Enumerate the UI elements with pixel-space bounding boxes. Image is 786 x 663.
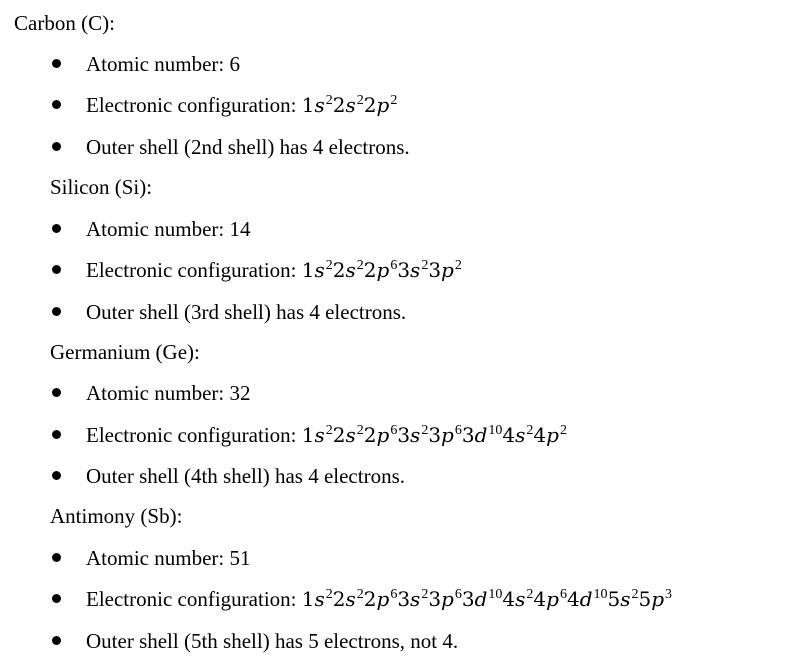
- bullet-icon: [52, 142, 61, 151]
- orbital-term: $3p^6$: [428, 587, 462, 611]
- orbital-term: $3d^{10}$: [461, 423, 503, 447]
- outer-shell-antimony: Outer shell (5th shell) has 5 electrons, not 4.: [86, 629, 459, 653]
- element-heading-antimony: Antimony (Sb):: [50, 504, 183, 528]
- bullet-icon: [52, 388, 61, 397]
- bullet-icon: [52, 307, 61, 316]
- orbital-term: $2s^2$: [332, 258, 364, 282]
- orbital-term: $1s^2$: [301, 258, 333, 282]
- config-label: Electronic configuration:: [86, 587, 302, 611]
- orbital-term: $4s^2$: [502, 587, 534, 611]
- orbital-term: $4p^6$: [533, 587, 567, 611]
- config-label: Electronic configuration:: [86, 423, 302, 447]
- orbital-term: $3p^2$: [428, 258, 462, 282]
- orbital-term: $3s^2$: [397, 258, 429, 282]
- orbital-term: $1s^2$: [301, 423, 333, 447]
- bullet-icon: [52, 594, 61, 603]
- atomic-number-germanium: Atomic number: 32: [86, 381, 251, 405]
- bullet-icon: [52, 265, 61, 274]
- config-formula: [302, 423, 567, 447]
- outer-shell-germanium: Outer shell (4th shell) has 4 electrons.: [86, 464, 405, 488]
- bullet-icon: [52, 59, 61, 68]
- element-heading-germanium: Germanium (Ge):: [50, 340, 200, 364]
- atomic-number-silicon: Atomic number: 14: [86, 217, 251, 241]
- orbital-term: $3p^6$: [428, 423, 462, 447]
- bullet-icon: [52, 471, 61, 480]
- orbital-term: $2s^2$: [332, 587, 364, 611]
- orbital-term: $3s^2$: [397, 587, 429, 611]
- bullet-icon: [52, 224, 61, 233]
- electron-config-silicon: [86, 258, 462, 282]
- orbital-term: $2p^6$: [363, 587, 398, 611]
- orbital-term: $1s^2$: [301, 93, 333, 117]
- orbital-term: $5s^2$: [607, 587, 639, 611]
- orbital-term: $2p^2$: [363, 93, 398, 117]
- orbital-term: $4p^2$: [533, 423, 567, 447]
- bullet-icon: [52, 100, 61, 109]
- config-formula: [302, 93, 398, 117]
- orbital-term: $4s^2$: [502, 423, 534, 447]
- orbital-term: $1s^2$: [301, 587, 333, 611]
- element-heading-carbon: Carbon (C):: [14, 11, 115, 35]
- atomic-number-carbon: Atomic number: 6: [86, 52, 240, 76]
- atomic-number-antimony: Atomic number: 51: [86, 546, 251, 570]
- bullet-icon: [52, 553, 61, 562]
- orbital-term: $2p^6$: [363, 423, 398, 447]
- electron-config-antimony: [86, 587, 672, 611]
- bullet-icon: [52, 430, 61, 439]
- config-formula: [302, 587, 672, 611]
- bullet-icon: [52, 636, 61, 645]
- orbital-term: $2s^2$: [332, 93, 364, 117]
- orbital-term: $3s^2$: [397, 423, 429, 447]
- orbital-term: $5p^3$: [638, 587, 673, 611]
- config-formula: [302, 258, 462, 282]
- config-label: Electronic configuration:: [86, 258, 302, 282]
- outer-shell-carbon: Outer shell (2nd shell) has 4 electrons.: [86, 135, 410, 159]
- electron-config-carbon: [86, 93, 397, 117]
- config-label: Electronic configuration:: [86, 93, 302, 117]
- outer-shell-silicon: Outer shell (3rd shell) has 4 electrons.: [86, 300, 407, 324]
- orbital-term: $4d^{10}$: [566, 587, 608, 611]
- electron-config-germanium: [86, 423, 567, 447]
- element-heading-silicon: Silicon (Si):: [50, 175, 153, 199]
- orbital-term: $2s^2$: [332, 423, 364, 447]
- orbital-term: $2p^6$: [363, 258, 398, 282]
- orbital-term: $3d^{10}$: [461, 587, 503, 611]
